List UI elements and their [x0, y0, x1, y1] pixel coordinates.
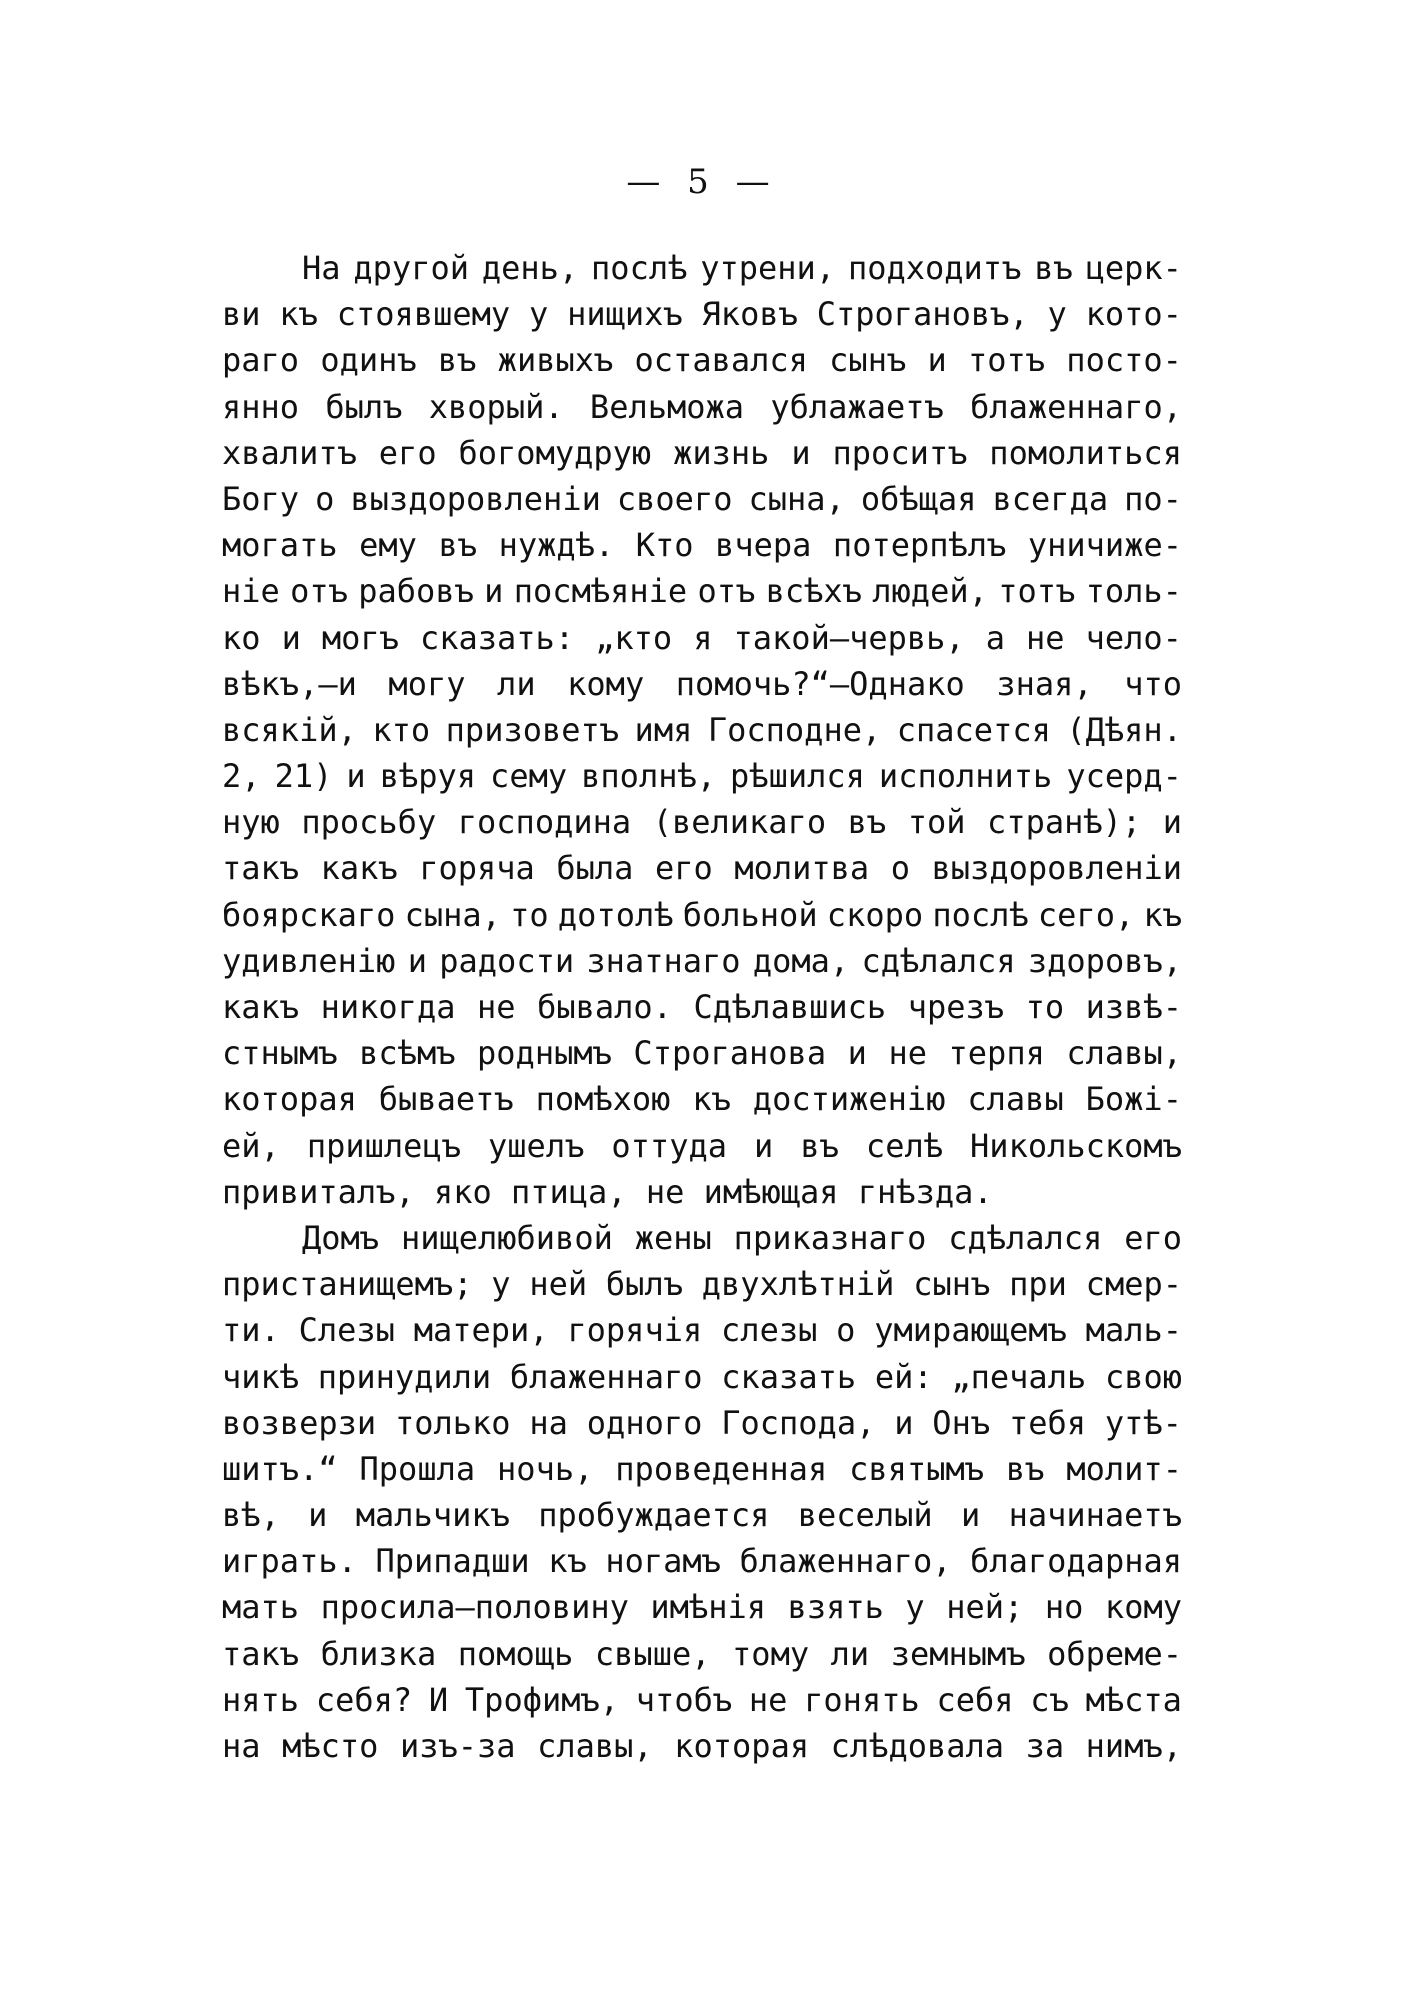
word: былъ [325, 387, 403, 426]
word: къ [279, 295, 318, 334]
text-line [222, 984, 1182, 1030]
word: церк- [1085, 249, 1182, 287]
word: бываетъ [378, 1080, 514, 1119]
word: никогда [320, 988, 456, 1026]
word: знатнаго [586, 941, 741, 980]
word: пристанищемъ; [222, 1265, 473, 1304]
text-line [222, 1446, 1182, 1492]
word: „печаль [951, 1357, 1087, 1396]
word: при [1009, 1265, 1067, 1304]
word: хворый. [428, 387, 564, 426]
word: то [1025, 988, 1065, 1026]
word: какъ [222, 988, 300, 1026]
word: слезы [721, 1311, 818, 1350]
word: сказать [721, 1357, 857, 1396]
word: всегда [992, 479, 1109, 518]
word: была [556, 849, 634, 888]
text-line [222, 938, 1182, 984]
word: такой—червь, [733, 618, 965, 657]
word: Прошла [359, 1449, 476, 1488]
word: въ [437, 341, 477, 380]
word: его [1124, 1218, 1182, 1257]
word: ей: [874, 1357, 933, 1396]
word: послѣ [932, 895, 1029, 934]
word: сдѣлался [861, 941, 1016, 980]
word: пробуждается [538, 1496, 770, 1535]
text-line [222, 615, 1182, 661]
text-line [222, 753, 1182, 799]
word: достиженію [752, 1080, 946, 1119]
word: ко [222, 618, 261, 657]
word: Господа, [721, 1403, 876, 1442]
word: жизнь [673, 433, 770, 472]
word: скоро [826, 895, 924, 934]
word: послѣ [591, 249, 688, 287]
word: сему [490, 757, 568, 796]
word: Сдѣлавшись [693, 988, 887, 1026]
word: слѣдовала [830, 1727, 1005, 1765]
word: Яковъ [701, 295, 798, 334]
word: (Дѣян. [1066, 710, 1182, 749]
word: одного [586, 1403, 703, 1442]
word: ней; [946, 1588, 1024, 1627]
word: удивленію [222, 941, 396, 980]
word: которая [674, 1727, 810, 1765]
word: ублажаетъ [770, 387, 944, 426]
word: ней [529, 1265, 588, 1304]
word: ніе [222, 572, 280, 611]
word: славы, [1066, 1034, 1182, 1073]
word: ти. [222, 1311, 280, 1350]
text-line [222, 291, 1182, 337]
word: что [1124, 664, 1182, 703]
word: къ [1143, 895, 1182, 934]
word: былъ [605, 1265, 683, 1304]
word: у [905, 1588, 925, 1627]
word: чело- [1085, 618, 1182, 657]
word: дома, [752, 941, 850, 980]
word: 21) [274, 757, 333, 796]
word: ушелъ [488, 1126, 585, 1165]
word: горячія [567, 1311, 703, 1350]
word: мѣсто [282, 1727, 379, 1765]
word: нять [222, 1680, 300, 1719]
word: за [1025, 1727, 1065, 1765]
word: ли [497, 664, 536, 703]
word: обреме- [1047, 1634, 1182, 1673]
word: съ [1030, 1680, 1069, 1719]
word: матери, [413, 1311, 549, 1350]
word: и [754, 1126, 774, 1165]
word: зная, [996, 664, 1093, 703]
text-line [222, 1123, 1182, 1169]
word: себя [936, 1680, 1014, 1719]
word: чикѣ [222, 1357, 300, 1396]
word: сына, [748, 479, 845, 518]
word: вчера [715, 526, 812, 565]
word: какъ [320, 849, 398, 888]
text-line [222, 892, 1182, 938]
word: потерпѣлъ [832, 526, 1007, 565]
word: рѣшился [730, 757, 865, 796]
text-line [222, 1538, 1182, 1584]
word: а [985, 618, 1005, 657]
word: и [791, 433, 811, 472]
word: нимъ, [1085, 1727, 1182, 1765]
word: Строганова [633, 1034, 827, 1073]
word: вполнѣ, [581, 757, 716, 796]
word: господина [457, 803, 632, 842]
word: могъ [321, 618, 399, 657]
word: я [693, 618, 713, 657]
word: и [308, 1496, 328, 1535]
word: Вельможа [589, 387, 745, 426]
word: нищелюбивой [400, 1218, 613, 1257]
word: земнымъ [890, 1634, 1026, 1673]
word: свыше, [594, 1634, 711, 1673]
word: выздоровленіи [350, 479, 601, 518]
word: святымъ [849, 1449, 984, 1488]
word: раго [222, 341, 300, 380]
word: просьбу [301, 803, 437, 842]
word: и [484, 572, 504, 611]
text-line [222, 1584, 1182, 1630]
word: тебя [1008, 1403, 1086, 1442]
word: утрени, [700, 249, 836, 287]
word: по- [1124, 479, 1182, 518]
word: смер- [1085, 1265, 1182, 1304]
word: боярскаго [222, 895, 396, 934]
word: не [477, 988, 516, 1026]
word: возверзи [222, 1403, 377, 1442]
word: только [394, 1403, 511, 1442]
word: двухлѣтній [701, 1265, 895, 1304]
word: подходитъ [847, 249, 1022, 287]
word: дотолѣ [557, 895, 674, 934]
word: терпя [948, 1034, 1045, 1073]
word: роднымъ [477, 1034, 612, 1073]
word: посмѣяніе [513, 572, 688, 611]
word: въ [800, 1126, 839, 1165]
word: у [528, 295, 549, 334]
word: и [407, 941, 427, 980]
word: о [315, 479, 335, 518]
word: близка [320, 1634, 437, 1673]
word: „кто [595, 618, 673, 657]
word: и [960, 1496, 981, 1535]
word: но [1044, 1588, 1084, 1627]
word: хвалитъ [222, 433, 357, 472]
word: взять [787, 1588, 884, 1627]
word: радости [439, 941, 575, 980]
text-line [222, 430, 1182, 476]
text-line [222, 1215, 1182, 1261]
word: молит- [1066, 1449, 1182, 1488]
word: и [346, 757, 366, 796]
word: мѣста [1085, 1680, 1182, 1719]
word: живыхъ [497, 341, 614, 380]
word: Строгановъ, [816, 295, 1029, 334]
word: чтобъ [635, 1680, 733, 1719]
word: маль- [1085, 1311, 1182, 1350]
word: въ [438, 526, 478, 565]
word: имя [634, 710, 693, 749]
word: въ [1005, 1449, 1045, 1488]
word: которая [222, 1080, 357, 1119]
word: извѣ- [1085, 988, 1182, 1026]
word: на [529, 1403, 568, 1442]
word: блаженнаго, [970, 387, 1182, 426]
word: оттуда [611, 1126, 727, 1165]
word: своего [616, 479, 733, 518]
word: ей, [222, 1126, 280, 1165]
word: благодарная [970, 1542, 1182, 1581]
text-line [222, 1492, 1182, 1538]
word: о [890, 849, 910, 888]
word: людей, [872, 572, 988, 611]
word: Домъ [302, 1218, 380, 1257]
word: тотъ [998, 572, 1076, 611]
word: (великаго [652, 803, 827, 842]
word: сказать: [419, 618, 575, 657]
word: здоровъ, [1027, 941, 1182, 980]
word: свою [1104, 1357, 1182, 1396]
word: усерд- [1066, 757, 1182, 796]
word: Богу [222, 479, 300, 518]
word: нищихъ [567, 295, 683, 334]
word: просила—половину [320, 1588, 629, 1627]
word: Трофимъ, [464, 1680, 620, 1719]
text-line [222, 845, 1182, 891]
word: призоветъ [445, 710, 620, 749]
text-line: привиталъ, яко птица, не имѣющая гнѣзда. [222, 1172, 993, 1211]
text-line [222, 1030, 1182, 1076]
word: ли [830, 1634, 870, 1673]
word: его [654, 849, 713, 888]
word: больной [682, 895, 818, 934]
word: спасется [896, 710, 1051, 749]
text-line [222, 1261, 1182, 1307]
word: отъ [290, 572, 348, 611]
word: сего, [1037, 895, 1135, 934]
word: проведенная [615, 1449, 828, 1488]
word: кому [1104, 1588, 1182, 1627]
word: такъ [222, 849, 300, 888]
word: и [281, 618, 301, 657]
word: богомудрую [458, 433, 652, 472]
word: могу [388, 664, 466, 703]
text-line [222, 799, 1182, 845]
word: всѣмъ [359, 1034, 456, 1073]
text-line [222, 476, 1182, 522]
word: стнымъ [222, 1034, 338, 1073]
word: къ [692, 1080, 731, 1119]
word: Господне, [707, 710, 882, 749]
word: Слезы [298, 1311, 395, 1350]
word: исполнить [878, 757, 1053, 796]
word: селѣ [865, 1126, 943, 1165]
word: странѣ); [987, 803, 1142, 842]
word: не [1026, 618, 1065, 657]
text-line [222, 1631, 1182, 1677]
word: о [836, 1311, 856, 1350]
word: помощь [457, 1634, 574, 1673]
word: той [907, 803, 966, 842]
word: Никольскомъ [970, 1126, 1182, 1165]
word: оставался [634, 341, 808, 380]
word: бывало. [537, 988, 672, 1026]
word: вѣруя [379, 757, 477, 796]
text-line [222, 1400, 1182, 1446]
word: шитъ.“ [222, 1449, 338, 1488]
word: могать [222, 526, 338, 565]
word: тому [732, 1634, 810, 1673]
word: сдѣлался [948, 1218, 1103, 1257]
word: къ [548, 1542, 587, 1581]
word: то [510, 895, 549, 934]
body-text [222, 245, 1182, 1769]
word: ви [222, 295, 261, 334]
word: у [491, 1265, 511, 1304]
word: пришлецъ [306, 1126, 461, 1165]
word: всѣхъ [765, 572, 862, 611]
word: блаженнаго, [739, 1542, 952, 1581]
word: помѣхою [535, 1080, 671, 1119]
text-line [222, 661, 1182, 707]
word: молитва [734, 849, 870, 888]
word: кто [372, 710, 431, 749]
word: сына, [404, 895, 501, 934]
word: выздоровленіи [931, 849, 1182, 888]
word: имѣнія [650, 1588, 766, 1627]
word: посто- [1066, 341, 1182, 380]
text-line [222, 1307, 1182, 1353]
word: сынъ [913, 1265, 991, 1304]
text-line [222, 707, 1182, 753]
text-line [222, 245, 1182, 291]
word: кото- [1085, 295, 1182, 334]
word: помочь?“—Однако [675, 664, 965, 703]
text-line [222, 337, 1182, 383]
word: не [748, 1680, 788, 1719]
text-line [222, 522, 1182, 568]
word: вѣкъ,—и [222, 664, 357, 703]
text-line [222, 384, 1182, 430]
word: ную [222, 803, 280, 842]
text-line [222, 1354, 1182, 1400]
word: уничиже- [1027, 526, 1182, 565]
text-line [222, 568, 1182, 614]
word: славы, [537, 1727, 653, 1765]
word: ночь, [497, 1449, 594, 1488]
word: янно [222, 387, 300, 426]
word: день, [481, 249, 579, 287]
word: и [894, 1403, 914, 1442]
word: принудили [317, 1357, 492, 1396]
word: умирающемъ [874, 1311, 1067, 1350]
word: такъ [222, 1634, 300, 1673]
text-line [222, 1723, 1182, 1769]
word: горяча [419, 849, 535, 888]
text-line [222, 1076, 1182, 1122]
word: стоявшему [336, 295, 511, 334]
word: играть. [222, 1542, 357, 1581]
word: помолиться [989, 433, 1182, 472]
word: изъ-за [399, 1727, 516, 1765]
word: блаженнаго [509, 1357, 703, 1396]
text-line [222, 1677, 1182, 1723]
word: сынъ [829, 341, 907, 380]
word: тотъ [967, 341, 1046, 380]
word: на [222, 1727, 261, 1765]
word: другой [353, 249, 469, 287]
word: толь- [1085, 572, 1182, 611]
word: славы [967, 1080, 1064, 1119]
word: кому [567, 664, 645, 703]
word: ногамъ [605, 1542, 721, 1581]
word: Кто [635, 526, 694, 565]
word: и [927, 341, 947, 380]
word: рабовъ [358, 572, 474, 611]
word: ему [359, 526, 417, 565]
word: и [1162, 803, 1182, 842]
word: утѣ- [1104, 1403, 1182, 1442]
word: всякій, [222, 710, 357, 749]
word: веселый [797, 1496, 933, 1535]
word: гонять [804, 1680, 920, 1719]
word: въ [847, 803, 887, 842]
word: Припадши [375, 1542, 530, 1581]
word: начинаетъ [1008, 1496, 1182, 1535]
page-number: — 5 — [626, 162, 778, 202]
word: отъ [697, 572, 756, 611]
word: Онъ [932, 1403, 991, 1442]
word: себя? [315, 1680, 413, 1719]
word: Божі- [1085, 1080, 1182, 1119]
word: мать [222, 1588, 300, 1627]
word: 2, [222, 757, 261, 796]
word: и [847, 1034, 867, 1073]
word: вѣ, [222, 1496, 280, 1535]
word: обѣщая [860, 479, 977, 518]
word: жены [634, 1218, 712, 1257]
word: у [1047, 295, 1067, 334]
word: мальчикъ [355, 1496, 510, 1535]
word: нуждѣ. [498, 526, 615, 565]
word: одинъ [320, 341, 417, 380]
word: На [302, 249, 341, 287]
word: проситъ [832, 433, 968, 472]
word: не [888, 1034, 927, 1073]
word: И [428, 1680, 449, 1719]
word: въ [1034, 249, 1073, 287]
word: чрезъ [907, 988, 1005, 1026]
word: его [378, 433, 437, 472]
word: приказнаго [733, 1218, 927, 1257]
